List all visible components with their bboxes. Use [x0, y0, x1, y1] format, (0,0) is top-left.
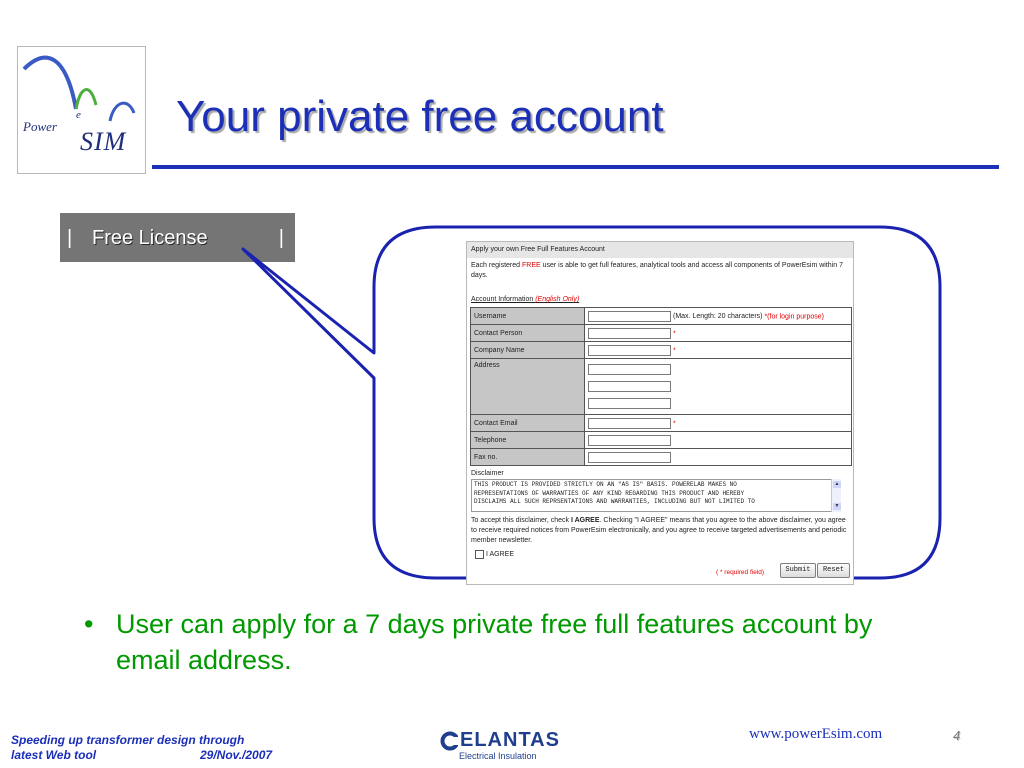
company-name-input[interactable]: [588, 345, 671, 356]
disclaimer-scrollbar[interactable]: [831, 479, 841, 512]
logo-wordmark: Power: [23, 119, 57, 134]
tab-separator-right: |: [278, 227, 284, 249]
footer-date: 29/Nov./2007: [200, 748, 273, 762]
telephone-input[interactable]: [588, 435, 671, 446]
logo-superscript: e: [76, 109, 81, 121]
telephone-label: Telephone: [471, 432, 585, 449]
fax-input[interactable]: [588, 452, 671, 463]
table-row: [471, 432, 852, 449]
bullet-icon: •: [84, 609, 94, 639]
scroll-up-icon[interactable]: ▲: [834, 481, 840, 487]
page-number: 4: [953, 728, 961, 743]
contact-email-input[interactable]: [588, 418, 671, 429]
elantas-subtitle: Electrical Insulation: [459, 751, 537, 761]
agree-checkbox[interactable]: [475, 550, 484, 559]
disclaimer-textarea[interactable]: THIS PRODUCT IS PROVIDED STRICTLY ON AN "AS IS" BASIS. POWERELAB MAKES NO REPRESENTATIONS OF WARRANTIES OF ANY KIND REGARDING THIS PRODUCT AND HEREBY DISCLAIMS ALL SUCH REPRSENTATIONS AND WARRANTIES, INCLUDING BUT NOT LIMITED TO: [471, 479, 840, 512]
footer-tagline: Speeding up transformer design through latest Web tool: [11, 733, 245, 762]
elantas-name: ELANTAS: [460, 729, 560, 751]
form-header: Apply your own Free Full Features Account: [467, 242, 853, 258]
logo-sim: SIM: [80, 127, 127, 156]
scroll-down-icon[interactable]: ▼: [834, 503, 840, 509]
account-fields-table: [470, 307, 852, 466]
username-label: Username: [471, 308, 585, 325]
table-row: Username (Max. Length: 20 characters) *(for login purpose): [471, 308, 852, 325]
website-url[interactable]: www.powerEsim.com: [749, 726, 883, 742]
contact-person-label: Contact Person: [471, 325, 585, 342]
agree-checkbox-row[interactable]: [475, 550, 514, 559]
address-label: Address: [471, 359, 585, 415]
address-line-3-input[interactable]: [588, 398, 671, 409]
company-name-label: Company Name: [471, 342, 585, 359]
agree-instructions: To accept this disclaimer, check I AGREE. Checking "I AGREE" means that you agree to the above disclaimer, you agree to receive required notices from PowerEsim electronically, and you agree to receive targeted advertisements and periodic member newsletter.: [471, 517, 847, 544]
disclaimer-label: Disclaimer: [471, 470, 504, 477]
table-row: [471, 359, 852, 415]
submit-button[interactable]: Submit: [780, 563, 816, 578]
elantas-mark-icon: [440, 731, 458, 751]
account-info-heading: Account Information (English Only): [471, 296, 580, 303]
table-row: [471, 325, 852, 342]
reset-button[interactable]: Reset: [817, 563, 850, 578]
address-line-2-input[interactable]: [588, 381, 671, 392]
tab-separator-left: |: [67, 227, 73, 249]
table-row: [471, 415, 852, 432]
contact-email-label: Contact Email: [471, 415, 585, 432]
username-input[interactable]: [588, 311, 671, 322]
slide-title: Your private free account: [176, 92, 664, 141]
table-row: [471, 449, 852, 466]
form-intro: Each registered FREE user is able to get full features, analytical tools and access all components of PowerEsim within 7 days.: [471, 262, 843, 279]
contact-person-input[interactable]: [588, 328, 671, 339]
required-field-note: ( * required field): [716, 569, 765, 576]
table-row: [471, 342, 852, 359]
required-marker: *: [672, 419, 676, 427]
free-license-label[interactable]: Free License: [92, 227, 208, 249]
bullet-text: User can apply for a 7 days private free full features account by email address.: [116, 609, 873, 675]
required-marker: *: [672, 346, 676, 354]
fax-label: Fax no.: [471, 449, 585, 466]
required-marker: *: [672, 329, 676, 337]
agree-label: I AGREE: [486, 551, 515, 558]
registration-form: [466, 241, 854, 585]
address-line-1-input[interactable]: [588, 364, 671, 375]
